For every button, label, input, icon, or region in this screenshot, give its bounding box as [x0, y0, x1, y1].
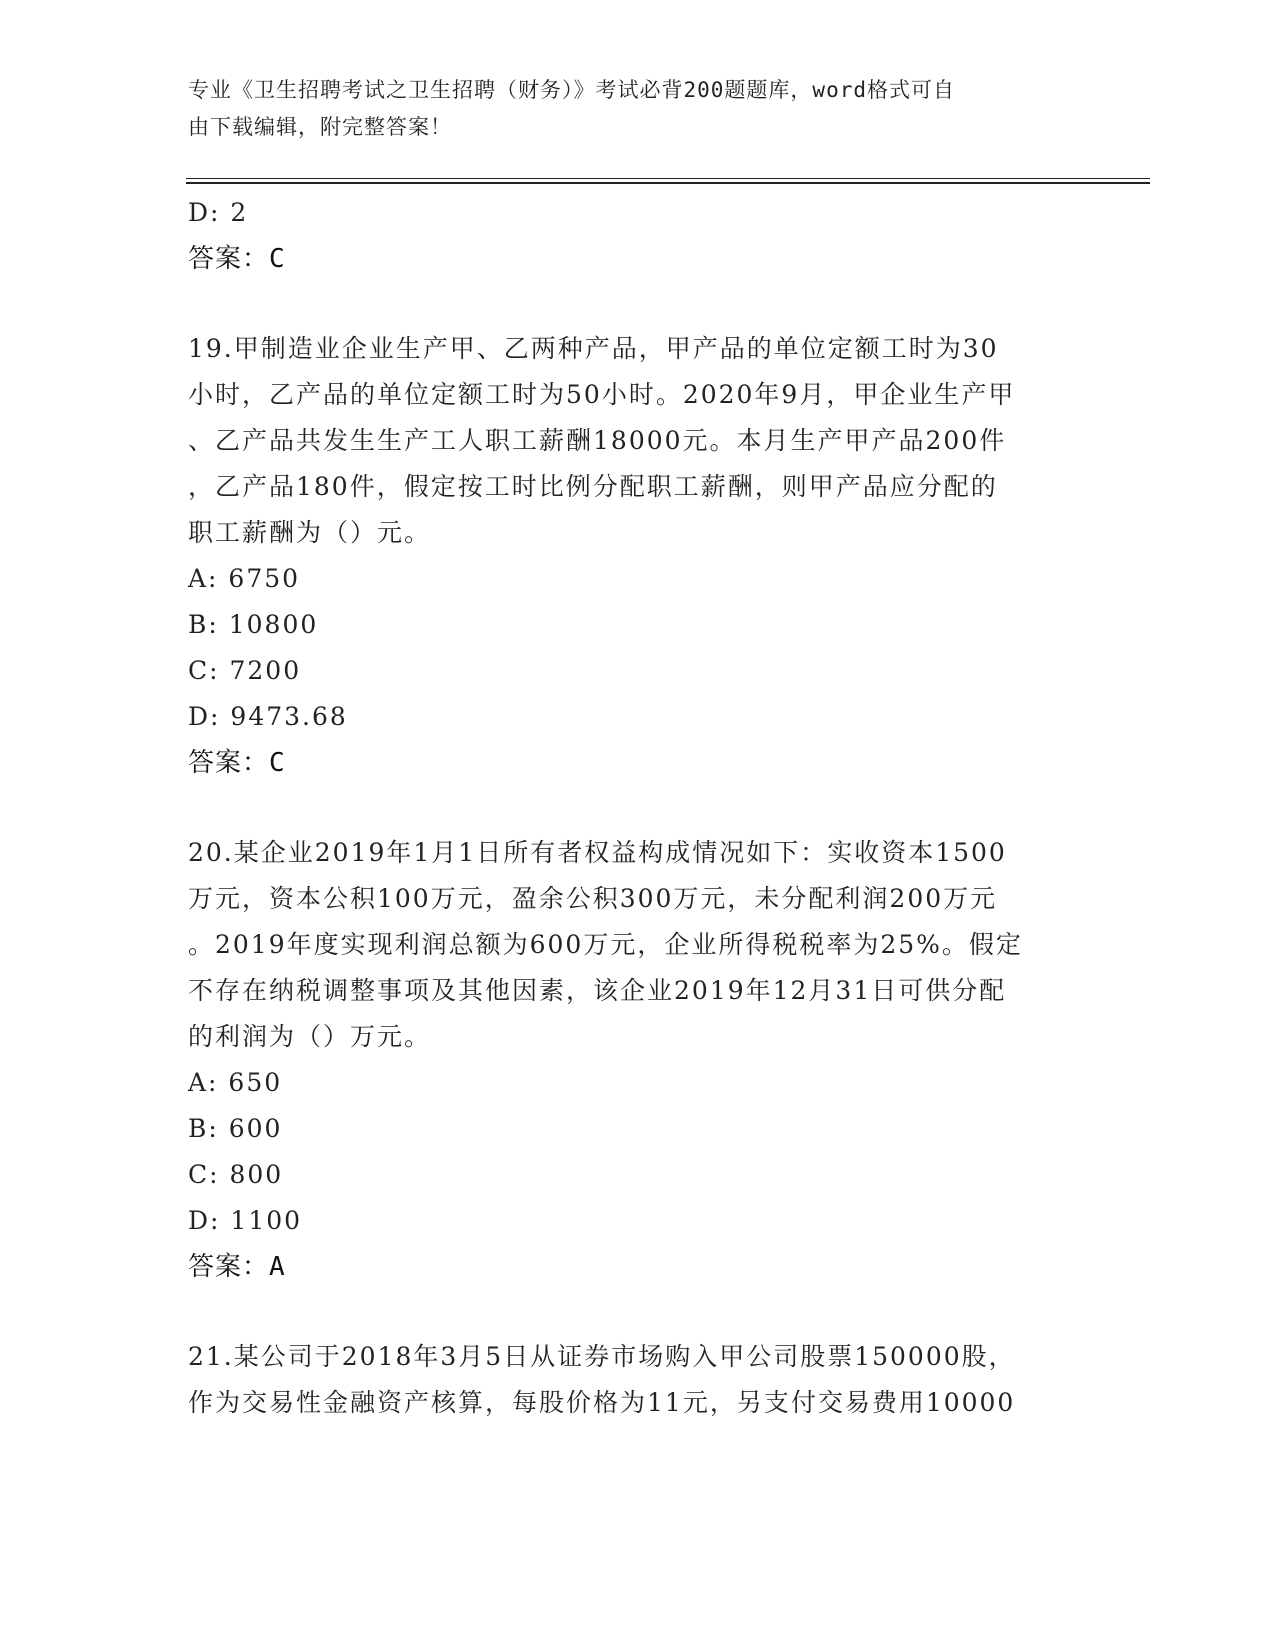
answer-line: 答案：A	[188, 1252, 286, 1282]
question-text-line: 职工薪酬为（）元。	[188, 518, 432, 547]
option-c: C: 800	[188, 1160, 284, 1189]
header-rule-thick	[186, 182, 1150, 184]
question-text-line: 万元，资本公积100万元，盈余公积300万元，未分配利润200万元	[188, 884, 998, 913]
question-text-line: ，乙产品180件，假定按工时比例分配职工薪酬，则甲产品应分配的	[188, 472, 998, 501]
document-body	[188, 190, 1088, 1426]
header-line-2: 由下载编辑，附完整答案！	[188, 115, 452, 139]
question-text-line: 19.甲制造业企业生产甲、乙两种产品，甲产品的单位定额工时为30	[188, 334, 999, 363]
option-b: B: 10800	[188, 610, 319, 639]
question-21	[188, 1334, 1088, 1426]
option-a: A: 650	[188, 1068, 283, 1097]
option-b: B: 600	[188, 1114, 283, 1143]
question-text-line: 、乙产品共发生生产工人职工薪酬18000元。本月生产甲产品200件	[188, 426, 1007, 455]
option-d: D: 9473.68	[188, 702, 348, 731]
question-19	[188, 326, 1088, 786]
question-text-line: 20.某企业2019年1月1日所有者权益构成情况如下：实收资本1500	[188, 838, 1007, 867]
option-c: C: 7200	[188, 656, 302, 685]
document-header	[188, 72, 1068, 146]
spacer	[188, 1290, 1088, 1334]
answer-line: 答案：C	[188, 748, 286, 778]
spacer	[188, 282, 1088, 326]
header-line-1: 专业《卫生招聘考试之卫生招聘（财务）》考试必背200题题库，word格式可自	[188, 78, 955, 102]
question-text-line: 21.某公司于2018年3月5日从证券市场购入甲公司股票150000股，	[188, 1342, 1016, 1371]
question-text-line: 不存在纳税调整事项及其他因素，该企业2019年12月31日可供分配	[188, 976, 1007, 1005]
option-d: D: 2	[188, 198, 249, 227]
question-text-line: 。2019年度实现利润总额为600万元，企业所得税税率为25%。假定	[188, 930, 1023, 959]
header-rule-thin	[186, 178, 1150, 179]
spacer	[188, 786, 1088, 830]
option-a: A: 6750	[188, 564, 301, 593]
answer-line: 答案：C	[188, 244, 286, 274]
question-text-line: 的利润为（）万元。	[188, 1022, 432, 1051]
question-text-line: 作为交易性金融资产核算，每股价格为11元，另支付交易费用10000	[188, 1388, 1016, 1417]
question-text-line: 小时，乙产品的单位定额工时为50小时。2020年9月，甲企业生产甲	[188, 380, 1016, 409]
option-d: D: 1100	[188, 1206, 303, 1235]
question-20	[188, 830, 1088, 1290]
